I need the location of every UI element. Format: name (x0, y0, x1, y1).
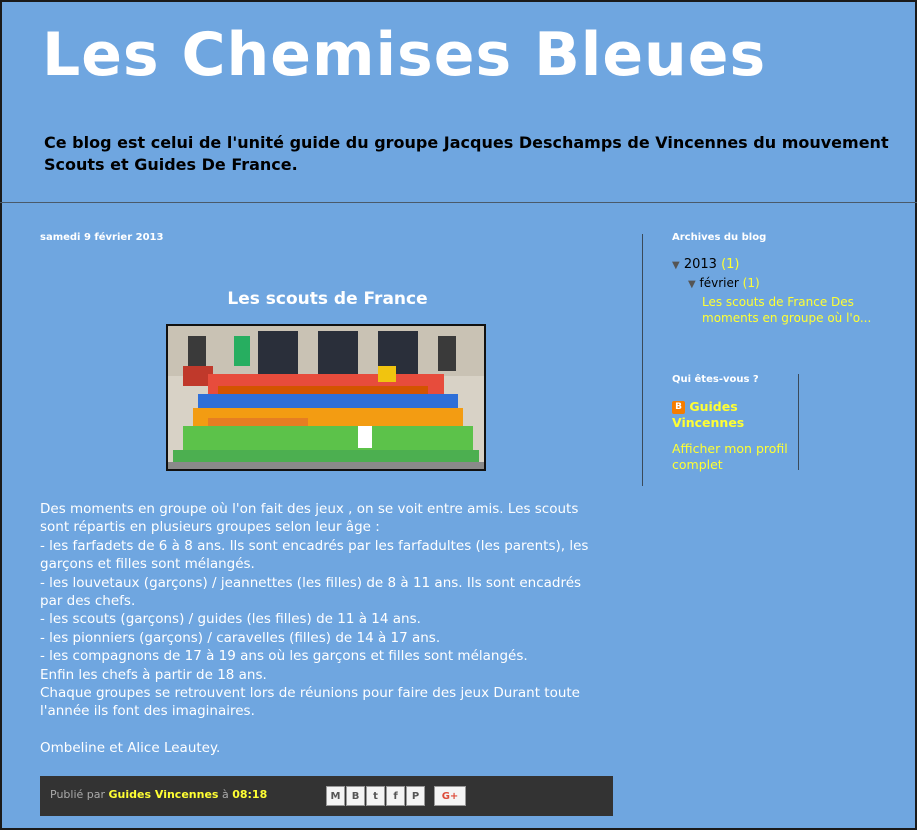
post-signature: Ombeline et Alice Leautey. (40, 739, 221, 756)
post-paragraph: - les farfadets de 6 à 8 ans. Ils sont encadrés par les farfadultes (les parents), les garçons et filles sont mélangés. (40, 537, 589, 573)
group-photo-image (168, 326, 484, 469)
email-icon[interactable]: M (326, 786, 345, 806)
archive-year-count: (1) (721, 257, 740, 272)
blogger-icon[interactable]: B (346, 786, 365, 806)
collapse-arrow-icon[interactable]: ▼ (672, 260, 680, 271)
archive-month-row[interactable] (688, 276, 912, 290)
author-link[interactable]: Guides Vincennes (108, 788, 219, 801)
profile-full-link[interactable]: Afficher mon profil complet (672, 441, 788, 472)
facebook-icon[interactable]: f (386, 786, 405, 806)
post-paragraph: Enfin les chefs à partir de 18 ans. (40, 666, 267, 683)
post-photo[interactable] (166, 324, 486, 471)
post-paragraph: - les louvetaux (garçons) / jeannettes (les filles) de 8 à 11 ans. Ils sont encadrés par des chefs. (40, 574, 582, 610)
blogger-icon: B (672, 401, 685, 414)
post-paragraph: Des moments en groupe où l'on fait des jeux , on se voit entre amis. Les scouts sont répartis en plusieurs groupes selon leur âge : (40, 501, 579, 536)
post-paragraph: Chaque groupes se retrouvent lors de réunions pour faire des jeux Durant toute l'année ils font des imaginaires. (40, 685, 580, 720)
post-body (40, 500, 600, 757)
post-time-link[interactable]: 08:18 (232, 788, 268, 801)
archives-heading: Archives du blog (672, 232, 767, 243)
twitter-icon[interactable]: t (366, 786, 385, 806)
profile-name-row (672, 399, 798, 431)
share-buttons (326, 786, 466, 806)
archive-year-row[interactable] (672, 257, 912, 272)
post-date: samedi 9 février 2013 (40, 232, 164, 243)
pinterest-icon[interactable]: P (406, 786, 425, 806)
post-paragraph: - les pionniers (garçons) / caravelles (filles) de 14 à 17 ans. (40, 629, 441, 646)
profile-heading: Qui êtes-vous ? (672, 374, 759, 385)
post-footer (40, 776, 613, 816)
archive-month[interactable]: février (699, 276, 739, 290)
sidebar (672, 232, 912, 472)
google-plus-button[interactable]: G+ (434, 786, 466, 806)
post-title[interactable]: Les scouts de France (227, 289, 428, 309)
archive-month-count: (1) (742, 276, 760, 290)
main-column (40, 232, 615, 756)
published-by-label: Publié par (50, 788, 106, 801)
at-label: à (221, 788, 229, 801)
profile-name-link[interactable]: Guides Vincennes (672, 399, 745, 430)
profile-widget (672, 374, 799, 470)
archive-post-link[interactable]: Les scouts de France Des moments en groupe où l'o... (702, 295, 872, 325)
blog-title[interactable]: Les Chemises Bleues (42, 20, 767, 90)
header-divider (0, 202, 917, 203)
column-divider (642, 234, 643, 486)
post-paragraph: - les compagnons de 17 à 19 ans où les garçons et filles sont mélangés. (40, 648, 528, 665)
blog-description: Ce blog est celui de l'unité guide du groupe Jacques Deschamps de Vincennes du mouvement Scouts et Guides De France. (44, 133, 889, 174)
collapse-arrow-icon[interactable]: ▼ (688, 279, 696, 290)
archive-year[interactable]: 2013 (683, 257, 717, 272)
post-paragraph: - les scouts (garçons) / guides (les filles) de 11 à 14 ans. (40, 611, 421, 628)
